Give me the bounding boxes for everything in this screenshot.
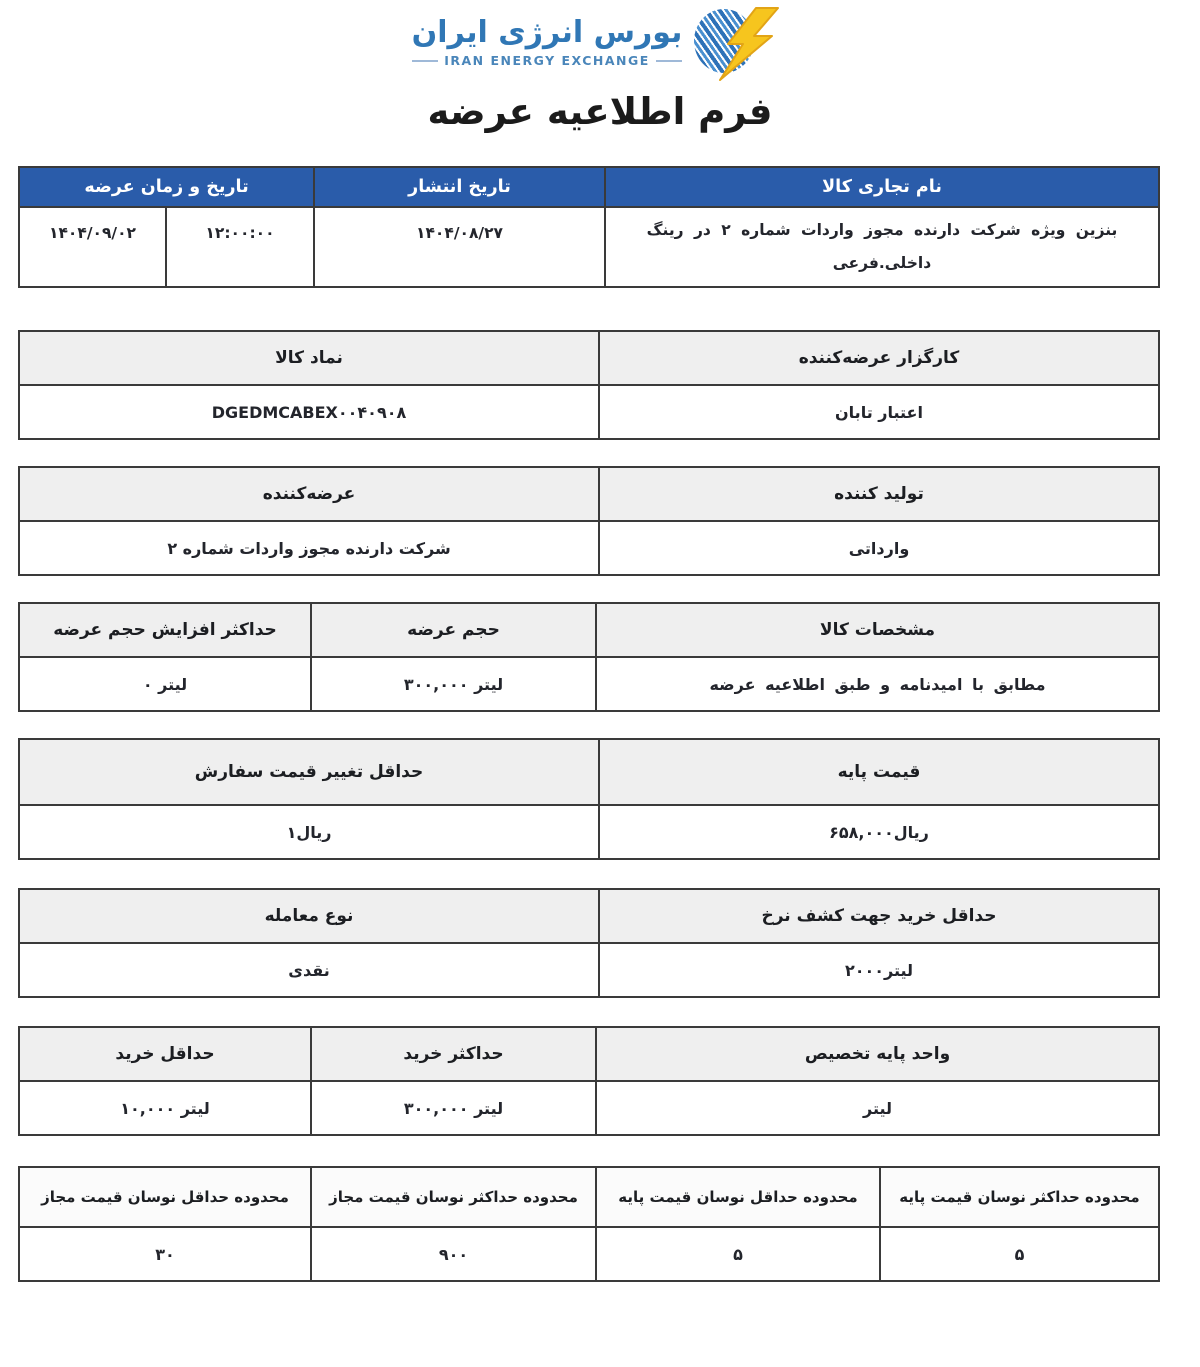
max-increase-value: لیتر ۰ xyxy=(19,657,311,711)
producer-header: تولید کننده xyxy=(599,467,1159,521)
base-price-value: ریال۶۵۸,۰۰۰ xyxy=(599,805,1159,859)
broker-header: کارگزار عرضه‌کننده xyxy=(599,331,1159,385)
max-base-fluct-value: ۵ xyxy=(880,1227,1159,1281)
page-title: فرم اطلاعیه عرضه xyxy=(427,90,773,133)
trade-type-value: نقدی xyxy=(19,943,599,997)
supply-date-value: ۱۴۰۴/۰۹/۰۲ xyxy=(19,207,166,287)
tick-value: ریال۱ xyxy=(19,805,599,859)
lightning-bolt-icon xyxy=(716,6,784,82)
fluctuation-table xyxy=(18,1166,1160,1282)
specs-header: مشخصات کالا xyxy=(596,603,1159,657)
logo-english-name: IRAN ENERGY EXCHANGE xyxy=(412,53,683,68)
base-price-header: قیمت پایه xyxy=(599,739,1159,805)
logo-text xyxy=(412,16,683,68)
max-allowed-fluct-value: ۹۰۰ xyxy=(311,1227,596,1281)
product-name-value: بنزین ویژه شرکت دارنده مجوز واردات شماره ۲ در رینگ داخلی.فرعی xyxy=(605,207,1159,287)
max-base-fluct-header: محدوده حداکثر نوسان قیمت پایه xyxy=(880,1167,1159,1227)
symbol-value: DGEDMCABEX۰۰۴۰۹۰۸ xyxy=(19,385,599,439)
max-purchase-header: حداکثر خرید xyxy=(311,1027,596,1081)
supply-time-value: ۱۲:۰۰:۰۰ xyxy=(166,207,314,287)
product-name-header: نام تجاری کالا xyxy=(605,167,1159,207)
volume-value: لیتر ۳۰۰,۰۰۰ xyxy=(311,657,596,711)
price-table xyxy=(18,738,1160,860)
trade-type-header: نوع معامله xyxy=(19,889,599,943)
producer-supplier-table xyxy=(18,466,1160,576)
discovery-type-table xyxy=(18,888,1160,998)
max-allowed-fluct-header: محدوده حداکثر نوسان قیمت مجاز xyxy=(311,1167,596,1227)
min-discovery-value: لیتر۲۰۰۰ xyxy=(599,943,1159,997)
tick-header: حداقل تغییر قیمت سفارش xyxy=(19,739,599,805)
min-base-fluct-value: ۵ xyxy=(596,1227,880,1281)
min-purchase-header: حداقل خرید xyxy=(19,1027,311,1081)
iranex-logo xyxy=(412,6,789,78)
publish-date-value: ۱۴۰۴/۰۸/۲۷ xyxy=(314,207,605,287)
alloc-unit-value: لیتر xyxy=(596,1081,1159,1135)
alloc-unit-header: واحد پایه تخصیص xyxy=(596,1027,1159,1081)
max-purchase-value: لیتر ۳۰۰,۰۰۰ xyxy=(311,1081,596,1135)
specs-value: مطابق با امیدنامه و طبق اطلاعیه عرضه xyxy=(596,657,1159,711)
iranex-logo-mark xyxy=(688,6,788,78)
producer-value: وارداتی xyxy=(599,521,1159,575)
supplier-header: عرضه‌کننده xyxy=(19,467,599,521)
min-purchase-value: لیتر ۱۰,۰۰۰ xyxy=(19,1081,311,1135)
specs-volume-table xyxy=(18,602,1160,712)
max-increase-header: حداکثر افزایش حجم عرضه xyxy=(19,603,311,657)
min-discovery-header: حداقل خرید جهت کشف نرخ xyxy=(599,889,1159,943)
volume-header: حجم عرضه xyxy=(311,603,596,657)
min-base-fluct-header: محدوده حداقل نوسان قیمت پایه xyxy=(596,1167,880,1227)
purchase-table xyxy=(18,1026,1160,1136)
logo-persian-name: بورس انرژی ایران xyxy=(411,15,683,50)
publish-date-header: تاریخ انتشار xyxy=(314,167,605,207)
trade-info-table xyxy=(18,166,1160,288)
min-allowed-fluct-header: محدوده حداقل نوسان قیمت مجاز xyxy=(19,1167,311,1227)
symbol-header: نماد کالا xyxy=(19,331,599,385)
min-allowed-fluct-value: ۳۰ xyxy=(19,1227,311,1281)
supplier-value: شرکت دارنده مجوز واردات شماره ۲ xyxy=(19,521,599,575)
broker-value: اعتبار تابان xyxy=(599,385,1159,439)
supply-datetime-header: تاریخ و زمان عرضه xyxy=(19,167,314,207)
broker-symbol-table xyxy=(18,330,1160,440)
